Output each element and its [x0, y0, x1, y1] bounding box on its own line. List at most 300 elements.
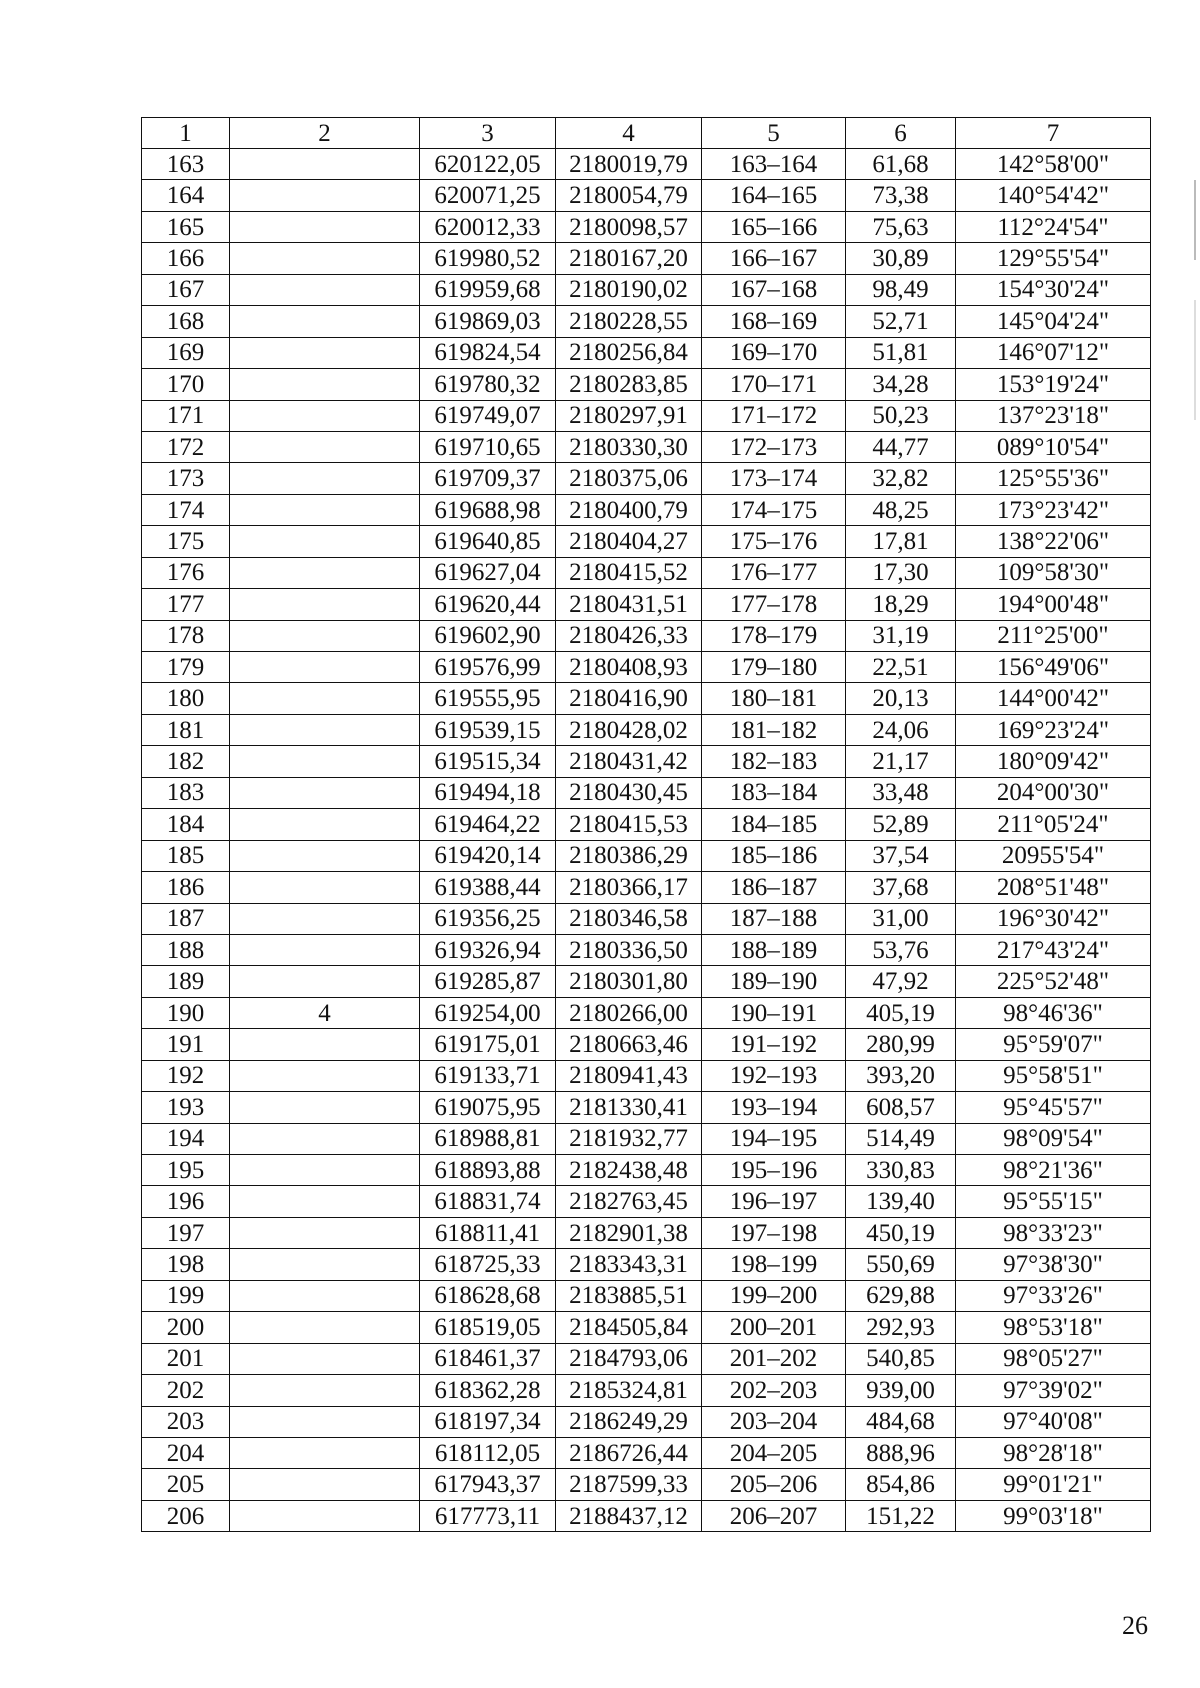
table-cell: 191	[142, 1029, 230, 1060]
table-cell: 619869,03	[420, 306, 556, 337]
table-cell: 202–203	[702, 1375, 846, 1406]
table-cell: 97°39'02"	[956, 1375, 1151, 1406]
table-cell: 37,68	[846, 872, 956, 903]
table-cell: 20,13	[846, 683, 956, 714]
table-cell: 178–179	[702, 620, 846, 651]
table-cell: 608,57	[846, 1092, 956, 1123]
table-cell: 188	[142, 934, 230, 965]
table-cell: 170–171	[702, 369, 846, 400]
table-cell	[230, 840, 420, 871]
table-cell: 619980,52	[420, 243, 556, 274]
table-cell	[230, 746, 420, 777]
table-row	[142, 1092, 1151, 1123]
table-row	[142, 840, 1151, 871]
table-cell: 619576,99	[420, 652, 556, 683]
table-cell: 2180408,93	[556, 652, 702, 683]
table-cell: 180	[142, 683, 230, 714]
table-cell	[230, 872, 420, 903]
table-cell: 2180400,79	[556, 494, 702, 525]
table-cell: 198–199	[702, 1249, 846, 1280]
table-cell: 619710,65	[420, 431, 556, 462]
table-cell: 165	[142, 211, 230, 242]
table-cell: 109°58'30"	[956, 557, 1151, 588]
table-cell: 185	[142, 840, 230, 871]
header-cell: 6	[846, 118, 956, 149]
table-cell	[230, 683, 420, 714]
table-cell	[230, 1469, 420, 1500]
table-cell: 53,76	[846, 934, 956, 965]
table-cell	[230, 526, 420, 557]
table-cell: 620122,05	[420, 149, 556, 180]
table-cell: 330,83	[846, 1155, 956, 1186]
table-cell: 2180336,50	[556, 934, 702, 965]
table-cell: 618893,88	[420, 1155, 556, 1186]
table-cell: 2180301,80	[556, 966, 702, 997]
table-cell: 619075,95	[420, 1092, 556, 1123]
table-row	[142, 683, 1151, 714]
table-row	[142, 1029, 1151, 1060]
table-cell: 196	[142, 1186, 230, 1217]
table-cell: 2180266,00	[556, 997, 702, 1028]
table-cell: 32,82	[846, 463, 956, 494]
table-row	[142, 1280, 1151, 1311]
table-row	[142, 1437, 1151, 1468]
table-cell: 619133,71	[420, 1060, 556, 1091]
table-row	[142, 494, 1151, 525]
table-row	[142, 589, 1151, 620]
table-cell: 2181330,41	[556, 1092, 702, 1123]
table-cell: 280,99	[846, 1029, 956, 1060]
table-cell: 177–178	[702, 589, 846, 620]
table-cell: 2180415,53	[556, 809, 702, 840]
table-cell: 98°33'23"	[956, 1217, 1151, 1248]
table-cell: 619285,87	[420, 966, 556, 997]
table-cell: 2180019,79	[556, 149, 702, 180]
table-row	[142, 1343, 1151, 1374]
table-cell: 175	[142, 526, 230, 557]
table-cell: 619356,25	[420, 903, 556, 934]
table-cell: 619780,32	[420, 369, 556, 400]
table-cell: 2180404,27	[556, 526, 702, 557]
table-row	[142, 1060, 1151, 1091]
table-cell: 181–182	[702, 714, 846, 745]
table-cell: 172	[142, 431, 230, 462]
table-cell: 145°04'24"	[956, 306, 1151, 337]
table-cell	[230, 903, 420, 934]
table-row	[142, 211, 1151, 242]
table-cell: 2180431,51	[556, 589, 702, 620]
table-cell: 4	[230, 997, 420, 1028]
table-row	[142, 997, 1151, 1028]
table-cell: 618988,81	[420, 1123, 556, 1154]
table-cell: 2180941,43	[556, 1060, 702, 1091]
table-cell: 44,77	[846, 431, 956, 462]
table-cell	[230, 1060, 420, 1091]
table-cell	[230, 306, 420, 337]
table-cell: 208°51'48"	[956, 872, 1151, 903]
table-cell: 619640,85	[420, 526, 556, 557]
table-cell: 99°03'18"	[956, 1500, 1151, 1531]
table-cell: 167–168	[702, 274, 846, 305]
table-cell	[230, 1217, 420, 1248]
table-cell: 190–191	[702, 997, 846, 1028]
table-row	[142, 243, 1151, 274]
table-cell	[230, 369, 420, 400]
table-cell: 540,85	[846, 1343, 956, 1374]
table-cell: 22,51	[846, 652, 956, 683]
table-cell: 619620,44	[420, 589, 556, 620]
table-cell: 200–201	[702, 1312, 846, 1343]
header-cell: 5	[702, 118, 846, 149]
table-cell: 619749,07	[420, 400, 556, 431]
table-cell: 48,25	[846, 494, 956, 525]
table-cell: 156°49'06"	[956, 652, 1151, 683]
table-cell: 217°43'24"	[956, 934, 1151, 965]
table-cell: 196°30'42"	[956, 903, 1151, 934]
table-cell: 202	[142, 1375, 230, 1406]
table-cell: 154°30'24"	[956, 274, 1151, 305]
table-cell: 30,89	[846, 243, 956, 274]
table-cell	[230, 1437, 420, 1468]
table-cell: 52,89	[846, 809, 956, 840]
table-cell	[230, 337, 420, 368]
table-cell: 484,68	[846, 1406, 956, 1437]
table-cell: 225°52'48"	[956, 966, 1151, 997]
table-cell	[230, 1092, 420, 1123]
table-row	[142, 400, 1151, 431]
table-cell: 2180366,17	[556, 872, 702, 903]
table-cell: 129°55'54"	[956, 243, 1151, 274]
table-cell: 198	[142, 1249, 230, 1280]
table-cell: 204°00'30"	[956, 777, 1151, 808]
table-row	[142, 1123, 1151, 1154]
table-cell: 151,22	[846, 1500, 956, 1531]
table-cell: 618519,05	[420, 1312, 556, 1343]
table-cell: 97°38'30"	[956, 1249, 1151, 1280]
table-cell: 203–204	[702, 1406, 846, 1437]
table-row	[142, 369, 1151, 400]
table-cell	[230, 557, 420, 588]
table-cell: 146°07'12"	[956, 337, 1151, 368]
table-cell: 61,68	[846, 149, 956, 180]
table-cell: 618112,05	[420, 1437, 556, 1468]
table-cell: 173–174	[702, 463, 846, 494]
table-cell: 619539,15	[420, 714, 556, 745]
table-row	[142, 1469, 1151, 1500]
table-row	[142, 1155, 1151, 1186]
table-cell: 179	[142, 652, 230, 683]
table-cell: 183–184	[702, 777, 846, 808]
table-cell: 175–176	[702, 526, 846, 557]
table-cell: 2180415,52	[556, 557, 702, 588]
table-cell: 182–183	[702, 746, 846, 777]
table-cell: 617943,37	[420, 1469, 556, 1500]
table-cell: 184	[142, 809, 230, 840]
table-cell: 20955'54"	[956, 840, 1151, 871]
table-cell	[230, 777, 420, 808]
table-cell: 2180283,85	[556, 369, 702, 400]
table-cell: 169°23'24"	[956, 714, 1151, 745]
table-row	[142, 746, 1151, 777]
table-cell: 619388,44	[420, 872, 556, 903]
table-cell: 618628,68	[420, 1280, 556, 1311]
table-cell: 166–167	[702, 243, 846, 274]
table-row	[142, 777, 1151, 808]
header-cell: 4	[556, 118, 702, 149]
table-cell: 2180386,29	[556, 840, 702, 871]
table-row	[142, 1500, 1151, 1531]
header-cell: 7	[956, 118, 1151, 149]
table-cell: 195–196	[702, 1155, 846, 1186]
table-cell: 550,69	[846, 1249, 956, 1280]
table-cell: 2180228,55	[556, 306, 702, 337]
table-cell: 98°46'36"	[956, 997, 1151, 1028]
table-cell: 95°58'51"	[956, 1060, 1151, 1091]
table-cell: 203	[142, 1406, 230, 1437]
table-row	[142, 809, 1151, 840]
table-cell	[230, 809, 420, 840]
table-cell: 888,96	[846, 1437, 956, 1468]
table-cell: 2180428,02	[556, 714, 702, 745]
table-cell: 2180426,33	[556, 620, 702, 651]
table-cell: 31,19	[846, 620, 956, 651]
table-cell: 173°23'42"	[956, 494, 1151, 525]
table-row	[142, 557, 1151, 588]
table-cell: 181	[142, 714, 230, 745]
table-row	[142, 966, 1151, 997]
table-cell: 163	[142, 149, 230, 180]
table-cell: 186–187	[702, 872, 846, 903]
table-cell	[230, 400, 420, 431]
header-cell: 1	[142, 118, 230, 149]
table-cell: 17,81	[846, 526, 956, 557]
table-cell: 171	[142, 400, 230, 431]
table-cell: 619602,90	[420, 620, 556, 651]
table-cell: 52,71	[846, 306, 956, 337]
table-cell: 97°33'26"	[956, 1280, 1151, 1311]
table-cell: 194	[142, 1123, 230, 1154]
table-row	[142, 1406, 1151, 1437]
table-cell: 2180167,20	[556, 243, 702, 274]
table-cell: 192	[142, 1060, 230, 1091]
table-cell: 24,06	[846, 714, 956, 745]
table-cell: 2180431,42	[556, 746, 702, 777]
table-cell: 50,23	[846, 400, 956, 431]
table-cell: 450,19	[846, 1217, 956, 1248]
table-cell: 619688,98	[420, 494, 556, 525]
table-cell: 201	[142, 1343, 230, 1374]
table-cell: 2182438,48	[556, 1155, 702, 1186]
table-cell: 184–185	[702, 809, 846, 840]
table-cell: 619555,95	[420, 683, 556, 714]
table-row	[142, 872, 1151, 903]
table-row	[142, 1186, 1151, 1217]
table-cell: 2180663,46	[556, 1029, 702, 1060]
table-cell: 98°28'18"	[956, 1437, 1151, 1468]
table-cell: 125°55'36"	[956, 463, 1151, 494]
table-cell: 197	[142, 1217, 230, 1248]
table-row	[142, 526, 1151, 557]
table-cell: 95°55'15"	[956, 1186, 1151, 1217]
table-row	[142, 463, 1151, 494]
table-cell: 164	[142, 180, 230, 211]
table-row	[142, 1217, 1151, 1248]
table-cell: 138°22'06"	[956, 526, 1151, 557]
table-cell: 619494,18	[420, 777, 556, 808]
table-cell: 2180098,57	[556, 211, 702, 242]
table-cell: 2183343,31	[556, 1249, 702, 1280]
table-cell: 183	[142, 777, 230, 808]
table-cell: 139,40	[846, 1186, 956, 1217]
table-cell	[230, 1186, 420, 1217]
table-cell: 199–200	[702, 1280, 846, 1311]
table-cell: 211°25'00"	[956, 620, 1151, 651]
table-cell: 98°09'54"	[956, 1123, 1151, 1154]
table-cell: 193–194	[702, 1092, 846, 1123]
table-cell: 393,20	[846, 1060, 956, 1091]
table-cell: 17,30	[846, 557, 956, 588]
table-cell: 191–192	[702, 1029, 846, 1060]
table-cell: 854,86	[846, 1469, 956, 1500]
scan-edge-mark	[1194, 180, 1196, 260]
table-cell: 206–207	[702, 1500, 846, 1531]
table-cell: 204	[142, 1437, 230, 1468]
table-cell: 169	[142, 337, 230, 368]
table-cell: 200	[142, 1312, 230, 1343]
table-cell: 2180054,79	[556, 180, 702, 211]
table-row	[142, 149, 1151, 180]
table-cell: 166	[142, 243, 230, 274]
table-cell: 2182901,38	[556, 1217, 702, 1248]
table-cell: 2180430,45	[556, 777, 702, 808]
table-row	[142, 337, 1151, 368]
table-cell: 193	[142, 1092, 230, 1123]
table-cell: 174	[142, 494, 230, 525]
table-cell: 180°09'42"	[956, 746, 1151, 777]
table-cell	[230, 934, 420, 965]
table-cell: 619420,14	[420, 840, 556, 871]
table-cell: 618362,28	[420, 1375, 556, 1406]
table-row	[142, 274, 1151, 305]
table-cell: 194–195	[702, 1123, 846, 1154]
table-cell: 33,48	[846, 777, 956, 808]
table-row	[142, 714, 1151, 745]
table-cell: 164–165	[702, 180, 846, 211]
table-cell	[230, 1406, 420, 1437]
table-cell	[230, 1500, 420, 1531]
scan-edge-mark	[1194, 300, 1196, 420]
table-cell: 187–188	[702, 903, 846, 934]
table-cell: 178	[142, 620, 230, 651]
table-cell: 168–169	[702, 306, 846, 337]
table-cell: 142°58'00"	[956, 149, 1151, 180]
table-cell: 2186249,29	[556, 1406, 702, 1437]
table-cell	[230, 966, 420, 997]
table-row	[142, 1312, 1151, 1343]
table-cell: 618831,74	[420, 1186, 556, 1217]
table-cell: 189	[142, 966, 230, 997]
table-cell: 163–164	[702, 149, 846, 180]
table-cell: 619709,37	[420, 463, 556, 494]
table-row	[142, 903, 1151, 934]
table-cell: 2184505,84	[556, 1312, 702, 1343]
table-cell: 197–198	[702, 1217, 846, 1248]
table-row	[142, 652, 1151, 683]
table-cell: 47,92	[846, 966, 956, 997]
table-row	[142, 620, 1151, 651]
table-cell	[230, 1280, 420, 1311]
header-cell: 2	[230, 118, 420, 149]
table-cell: 169–170	[702, 337, 846, 368]
table-cell: 170	[142, 369, 230, 400]
table-cell: 2185324,81	[556, 1375, 702, 1406]
table-cell: 97°40'08"	[956, 1406, 1151, 1437]
table-cell: 99°01'21"	[956, 1469, 1151, 1500]
table-cell: 98,49	[846, 274, 956, 305]
table-cell: 51,81	[846, 337, 956, 368]
table-cell: 619254,00	[420, 997, 556, 1028]
table-cell: 205–206	[702, 1469, 846, 1500]
table-cell: 179–180	[702, 652, 846, 683]
table-row	[142, 1249, 1151, 1280]
table-cell	[230, 1375, 420, 1406]
table-cell: 171–172	[702, 400, 846, 431]
table-cell: 95°45'57"	[956, 1092, 1151, 1123]
table-cell: 619464,22	[420, 809, 556, 840]
table-cell: 98°53'18"	[956, 1312, 1151, 1343]
table-cell: 98°21'36"	[956, 1155, 1151, 1186]
table-cell	[230, 463, 420, 494]
table-cell: 939,00	[846, 1375, 956, 1406]
table-cell: 18,29	[846, 589, 956, 620]
table-cell: 617773,11	[420, 1500, 556, 1531]
table-cell: 174–175	[702, 494, 846, 525]
table-cell	[230, 1123, 420, 1154]
table-cell: 2183885,51	[556, 1280, 702, 1311]
table-cell: 2180297,91	[556, 400, 702, 431]
table-cell: 620071,25	[420, 180, 556, 211]
table-cell: 2181932,77	[556, 1123, 702, 1154]
table-header-row	[142, 118, 1151, 149]
table-cell: 137°23'18"	[956, 400, 1151, 431]
table-cell	[230, 494, 420, 525]
table-cell: 2182763,45	[556, 1186, 702, 1217]
table-cell	[230, 274, 420, 305]
table-body	[142, 118, 1151, 1532]
table-cell: 2180375,06	[556, 463, 702, 494]
table-cell: 619627,04	[420, 557, 556, 588]
table-cell: 199	[142, 1280, 230, 1311]
table-cell: 195	[142, 1155, 230, 1186]
table-cell: 167	[142, 274, 230, 305]
table-cell: 514,49	[846, 1123, 956, 1154]
table-cell	[230, 211, 420, 242]
table-cell: 180–181	[702, 683, 846, 714]
table-cell: 618811,41	[420, 1217, 556, 1248]
table-cell: 98°05'27"	[956, 1343, 1151, 1374]
table-cell: 73,38	[846, 180, 956, 211]
table-cell	[230, 180, 420, 211]
table-cell: 196–197	[702, 1186, 846, 1217]
table-cell: 172–173	[702, 431, 846, 462]
table-cell: 188–189	[702, 934, 846, 965]
table-cell: 619824,54	[420, 337, 556, 368]
table-row	[142, 934, 1151, 965]
table-cell: 206	[142, 1500, 230, 1531]
table-row	[142, 306, 1151, 337]
table-cell: 177	[142, 589, 230, 620]
table-cell	[230, 1312, 420, 1343]
